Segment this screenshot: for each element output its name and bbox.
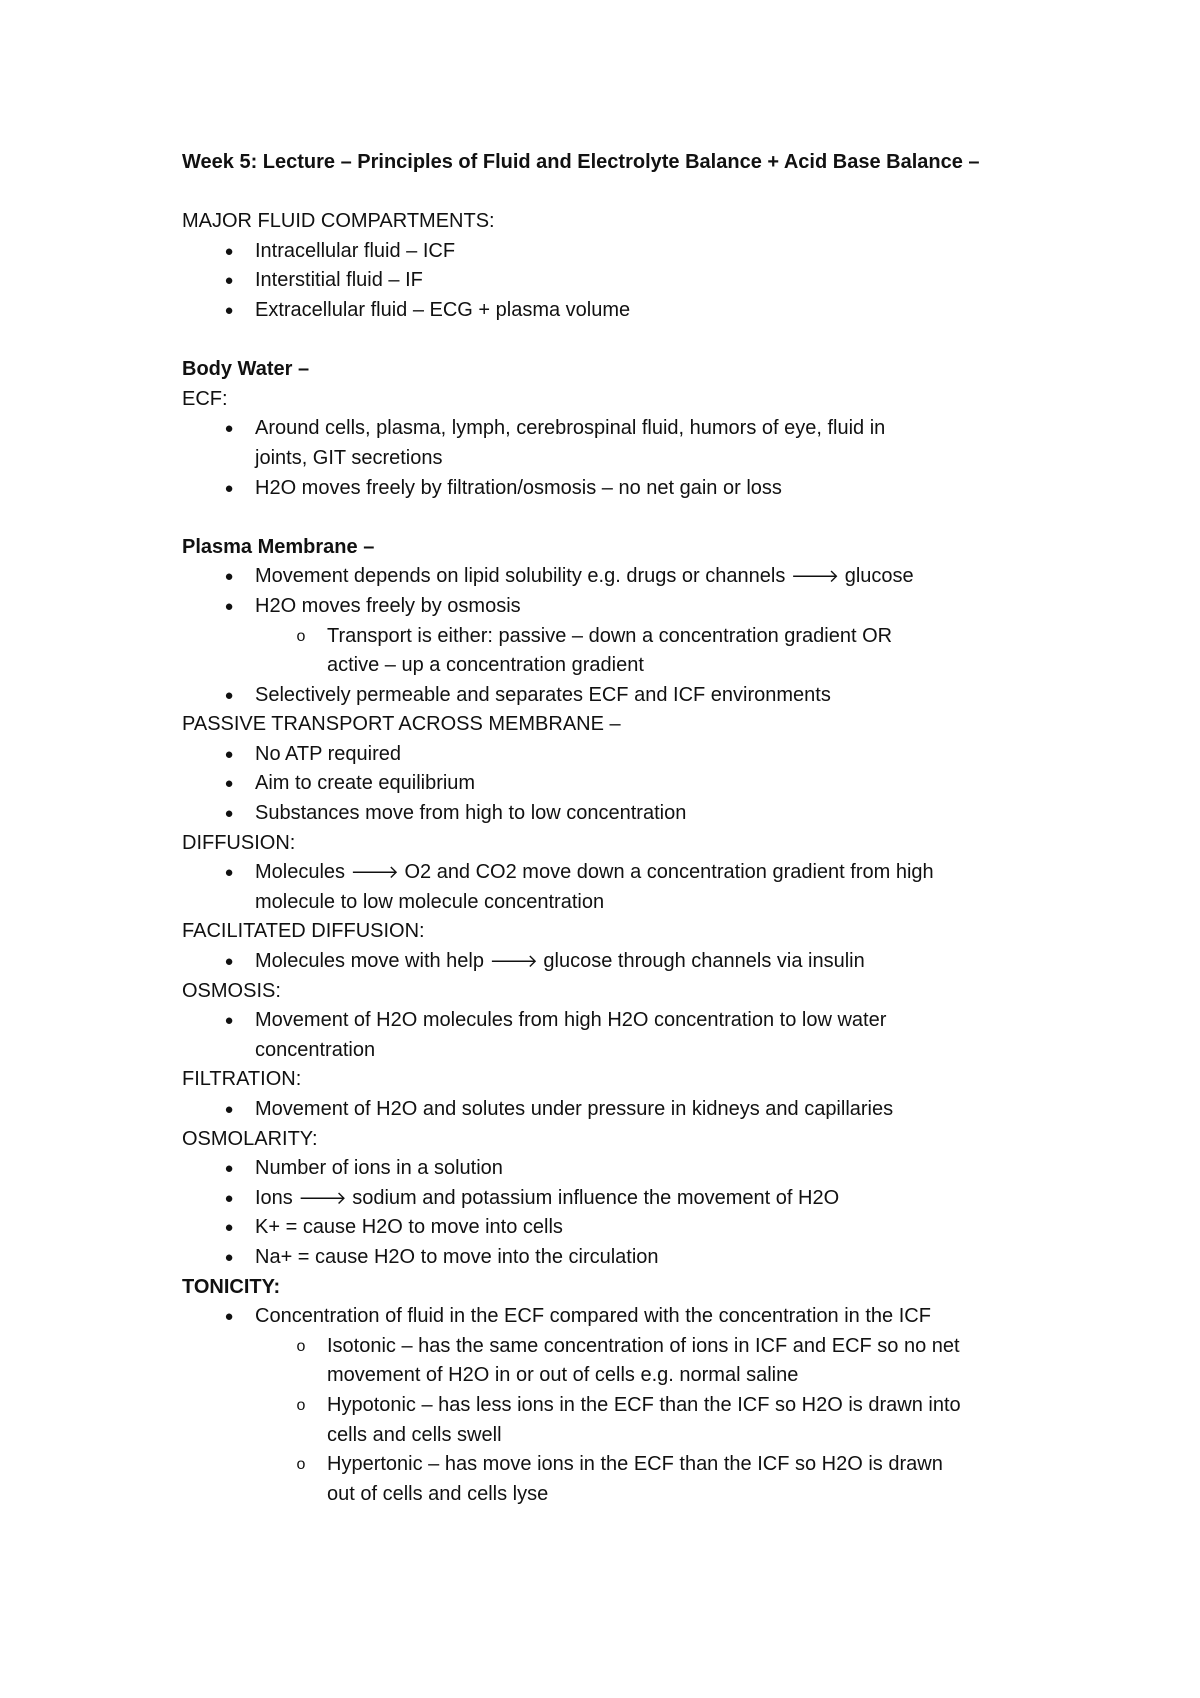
sub-list-item: o Hypertonic – has move ions in the ECF than the ICF so H2O is drawn out of cells and cells lyse [182,1450,1042,1509]
circle-bullet-icon: o [296,1337,306,1355]
section-heading-diffusion: DIFFUSION: [182,831,296,854]
bullet-icon: ● [224,479,234,497]
arrow-right-icon: 🡒 [489,951,538,972]
list-item: ● Molecules move with help 🡒 glucose through channels via insulin [182,947,1042,977]
sub-list-item: o Isotonic – has the same concentration of ions in ICF and ECF so no net movement of H2O in or out of cells e.g. normal saline [182,1332,1042,1391]
list-item: ● Intracellular fluid – ICF [182,237,1042,267]
list-item: ● H2O moves freely by filtration/osmosis – no net gain or loss [182,474,1042,504]
arrow-right-icon: 🡒 [790,566,840,587]
list-item: ● Movement depends on lipid solubility e.g. drugs or channels 🡒 glucose [182,562,1042,592]
document-body [182,148,1042,1509]
bullet-icon: ● [224,1012,234,1030]
list-item: ● Ions 🡒 sodium and potassium influence the movement of H2O [182,1184,1042,1214]
list-item: ● Molecules 🡒 O2 and CO2 move down a concentration gradient from high molecule to low molecule concentration [182,858,1042,917]
bullet-icon: ● [224,745,234,763]
list-item: ● Number of ions in a solution [182,1154,1042,1184]
list-item: ● Around cells, plasma, lymph, cerebrospinal fluid, humors of eye, fluid in joints, GIT secretions [182,414,1042,473]
section-heading-passive-transport: PASSIVE TRANSPORT ACROSS MEMBRANE – [182,713,621,736]
list-item: ● Interstitial fluid – IF [182,266,1042,296]
list-item: ● Movement of H2O and solutes under pressure in kidneys and capillaries [182,1095,1042,1125]
bullet-icon: ● [224,597,234,615]
bullet-icon: ● [224,242,234,260]
bullet-icon: ● [224,301,234,319]
page-title: Week 5: Lecture – Principles of Fluid and Electrolyte Balance + Acid Base Balance – [182,151,980,173]
list-item: ● Na+ = cause H2O to move into the circulation [182,1243,1042,1273]
bullet-icon: ● [224,864,234,882]
bullet-icon: ● [224,1101,234,1118]
section-heading-body-water: Body Water – [182,358,310,381]
bullet-icon: ● [224,1189,234,1207]
list-item: ● Concentration of fluid in the ECF compared with the concentration in the ICF [182,1302,1042,1332]
list-item: ● K+ = cause H2O to move into cells [182,1213,1042,1243]
bullet-icon: ● [224,775,234,793]
list-item: ● No ATP required [182,740,1042,770]
section-heading-facilitated-diffusion: FACILITATED DIFFUSION: [182,920,425,943]
list-item: ● Substances move from high to low concentration [182,799,1042,829]
section-heading-osmosis: OSMOSIS: [182,979,281,1002]
circle-bullet-icon: o [296,1396,306,1414]
bullet-icon: ● [224,805,234,823]
list-item: ● Extracellular fluid – ECG + plasma volume [182,296,1042,326]
bullet-icon: ● [224,568,234,586]
circle-bullet-icon: o [296,1456,306,1474]
section-heading-plasma-membrane: Plasma Membrane – [182,535,375,558]
list-item: ● Aim to create equilibrium [182,769,1042,799]
sub-list-item: o Hypotonic – has less ions in the ECF than the ICF so H2O is drawn into cells and cells swell [182,1391,1042,1450]
list-item: ● Selectively permeable and separates ECF and ICF environments [182,681,1042,711]
subheading-ecf: ECF: [182,387,228,410]
section-heading-filtration: FILTRATION: [182,1068,302,1091]
bullet-icon: ● [224,1248,234,1266]
bullet-icon: ● [224,1219,234,1237]
bullet-icon: ● [224,1160,234,1178]
list-item: ● H2O moves freely by osmosis [182,592,1042,622]
bullet-icon: ● [224,1308,234,1326]
bullet-icon: ● [224,686,234,704]
section-heading-osmolarity: OSMOLARITY: [182,1127,318,1150]
bullet-icon: ● [224,420,234,438]
circle-bullet-icon: o [296,627,306,645]
bullet-icon: ● [224,272,234,290]
bullet-icon: ● [224,953,234,971]
arrow-right-icon: 🡒 [298,1187,347,1208]
list-item: ● Movement of H2O molecules from high H2O concentration to low water concentration [182,1006,1042,1065]
section-heading-tonicity: TONICITY: [182,1275,281,1298]
sub-list-item: o Transport is either: passive – down a concentration gradient OR active – up a concentration gradient [182,622,1042,681]
arrow-right-icon: 🡒 [350,862,399,883]
section-heading-major-fluid: MAJOR FLUID COMPARTMENTS: [182,210,495,233]
